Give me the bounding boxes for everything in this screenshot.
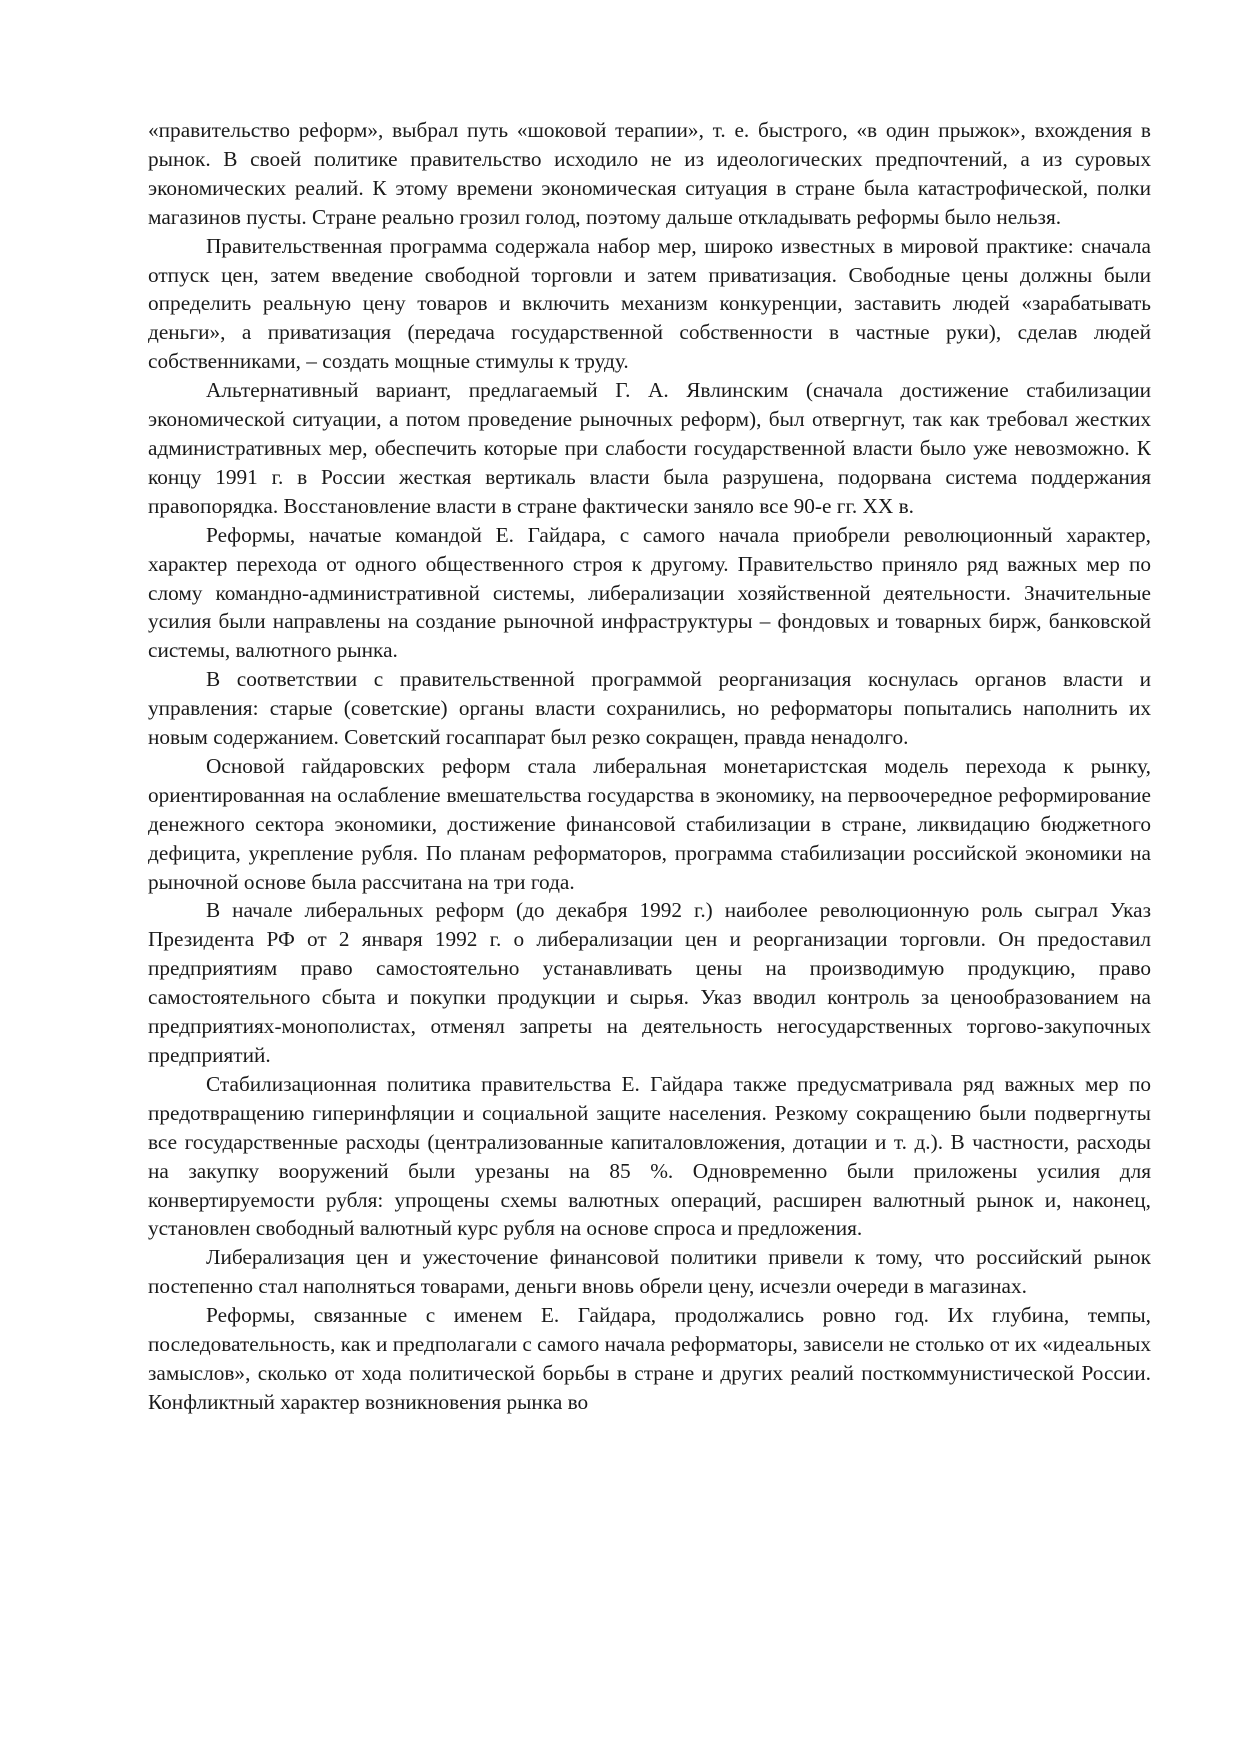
paragraph-5: В соответствии с правительственной программой реорганизация коснулась органов власти и управления: старые (советские) органы власти сохранились, но реформаторы попытались наполнить их новым содержанием. Советский госаппарат был резко сокращен, правда ненадолго. xyxy=(148,667,1151,750)
paragraph-2: Правительственная программа содержала набор мер, широко известных в мировой практике: сначала отпуск цен, затем введение свободной торговли и затем приватизация. Свободные цены должны были определить реальную цену товаров и включить механизм конкуренции, заставить людей «зарабатывать деньги», а приватизация (передача государственной собственности в частные руки), сделав людей собственниками, – создать мощные стимулы к труду. xyxy=(148,233,1151,374)
paragraph-6: Основой гайдаровских реформ стала либеральная монетаристская модель перехода к рынку, ориентированная на ослабление вмешательства государства в экономику, на первоочередное реформирование денежного сектора экономики, достижение финансовой стабилизации в стране, ликвидацию бюджетного дефицита, укрепление рубля. По планам реформаторов, программа стабилизации российской экономики на рыночной основе была рассчитана на три года. xyxy=(148,753,1151,894)
paragraph-8: Стабилизационная политика правительства Е. Гайдара также предусматривала ряд важных мер по предотвращению гиперинфляции и социальной защите населения. Резкому сокращению были подвергнуты все государственные расходы (централизованные капиталовложения, дотации и т. д.). В частности, расходы на закупку вооружений были урезаны на 85 %. Одновременно были приложены усилия для конвертируемости рубля: упрощены схемы валютных операций, расширен валютный рынок и, наконец, установлен свободный валютный курс рубля на основе спроса и предложения. xyxy=(148,1071,1151,1241)
paragraph-3: Альтернативный вариант, предлагаемый Г. А. Явлинским (сначала достижение стабилизации экономической ситуации, а потом проведение рыночных реформ), был отвергнут, так как требовал жестких административных мер, обеспечить которые при слабости государственной власти было уже невозможно. К концу 1991 г. в России жесткая вертикаль власти была разрушена, подорвана система поддержания правопорядка. Восстановление власти в стране фактически заняло все 90-е гг. XX в. xyxy=(148,378,1151,518)
paragraph-4: Реформы, начатые командой Е. Гайдара, с самого начала приобрели революционный характер, характер перехода от одного общественного строя к другому. Правительство приняло ряд важных мер по слому командно-административной системы, либерализации хозяйственной деятельности. Значительные усилия были направлены на создание рыночной инфраструктуры – фондовых и товарных бирж, банковской системы, валютного рынка. xyxy=(148,522,1151,663)
document-page xyxy=(148,116,1151,1417)
paragraph-1: «правительство реформ», выбрал путь «шоковой терапии», т. е. быстрого, «в один прыжок», вхождения в рынок. В своей политике правительство исходило не из идеологических предпочтений, а из суровых экономических реалий. К этому времени экономическая ситуация в стране была катастрофической, полки магазинов пусты. Стране реально грозил голод, поэтому дальше откладывать реформы было нельзя. xyxy=(148,118,1151,229)
paragraph-7: В начале либеральных реформ (до декабря 1992 г.) наиболее революционную роль сыграл Указ Президента РФ от 2 января 1992 г. о либерализации цен и реорганизации торговли. Он предоставил предприятиям право самостоятельно устанавливать цены на производимую продукцию, право самостоятельного сбыта и покупки продукции и сырья. Указ вводил контроль за ценообразованием на предприятиях-монополистах, отменял запреты на деятельность негосударственных торгово-закупочных предприятий. xyxy=(148,898,1151,1067)
paragraph-10: Реформы, связанные с именем Е. Гайдара, продолжались ровно год. Их глубина, темпы, последовательность, как и предполагали с самого начала реформаторы, зависели не столько от их «идеальных замыслов», сколько от хода политической борьбы в стране и других реалий посткоммунистической России. Конфликтный характер возникновения рынка во xyxy=(148,1303,1151,1414)
paragraph-9: Либерализация цен и ужесточение финансовой политики привели к тому, что российский рынок постепенно стал наполняться товарами, деньги вновь обрели цену, исчезли очереди в магазинах. xyxy=(148,1245,1151,1299)
